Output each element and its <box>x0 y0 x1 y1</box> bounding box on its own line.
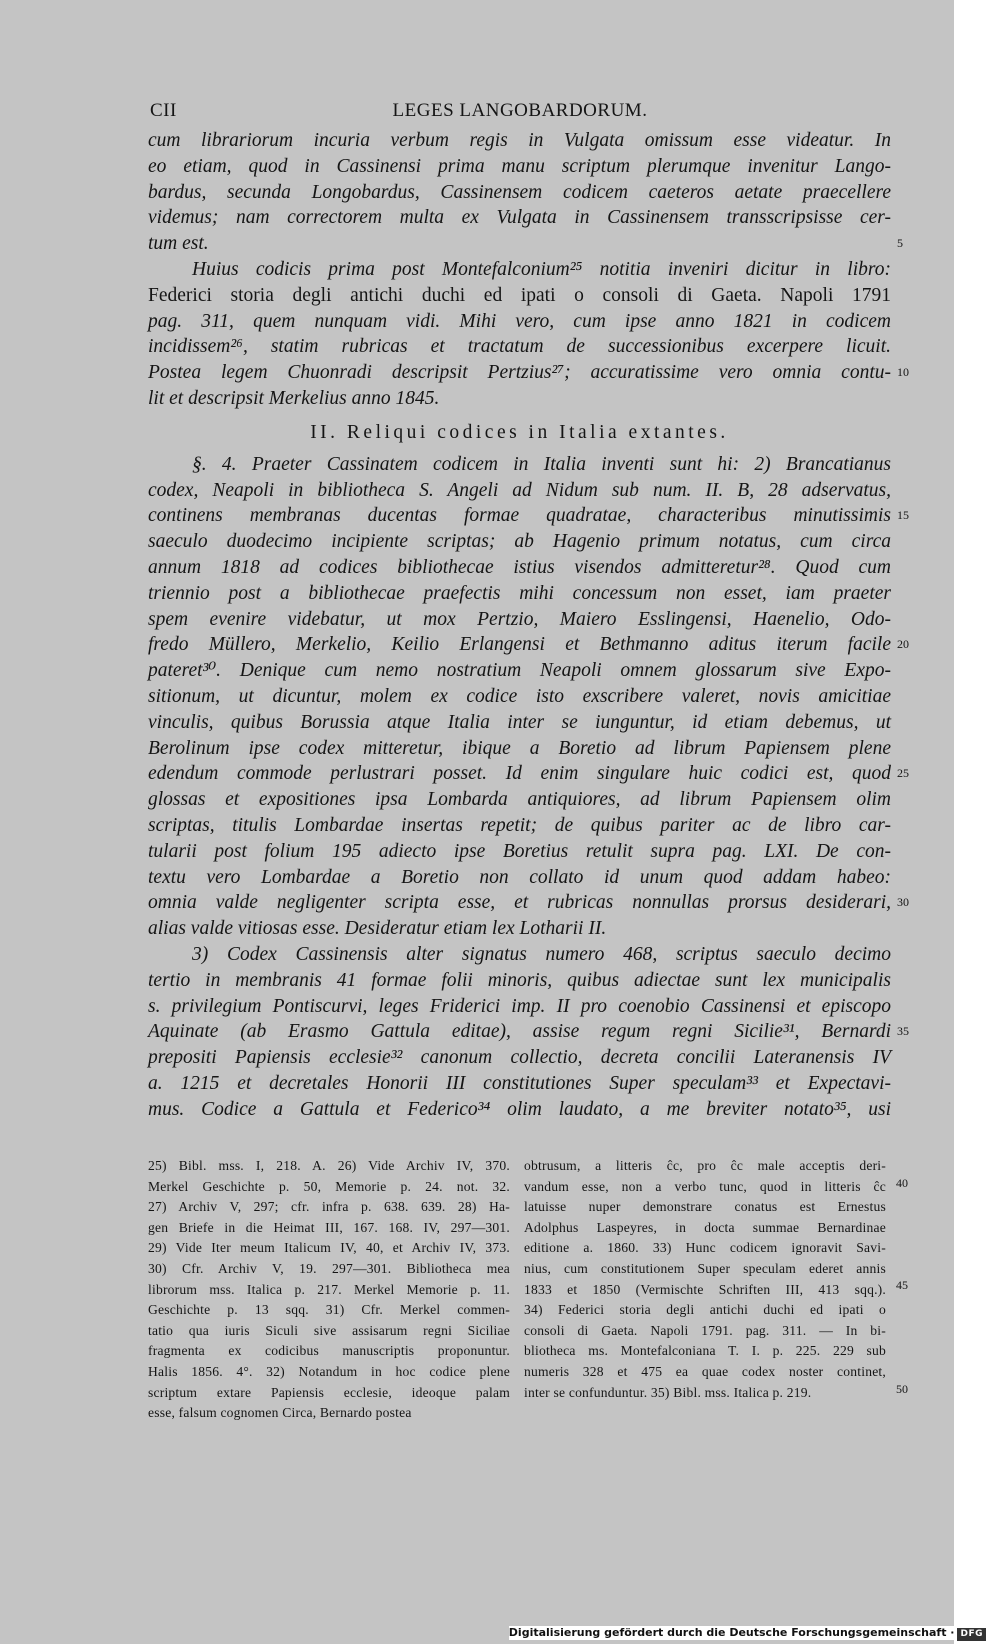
dfg-logo: DFG <box>957 1628 986 1641</box>
line-text: 3) Codex Cassinensis alter signatus numero 468, scriptus saeculo decimo <box>192 943 891 965</box>
footnote-line: 34) Federici storia degli antichi duchi ed ipati o <box>524 1302 886 1318</box>
line-text: II. Reliqui codices in Italia extantes. <box>310 421 729 443</box>
text-line <box>148 154 891 180</box>
text-line <box>148 1019 909 1045</box>
line-text: bardus, secunda Longobardus, Cassinensem codicem caeteros aetate praecellere <box>148 181 891 203</box>
text-line <box>148 813 891 839</box>
footnote-line-number: 45 <box>896 1278 908 1292</box>
footnote-line: scriptum extare Papiensis ecclesie, ideoque palam <box>148 1384 510 1400</box>
text-line <box>148 632 909 658</box>
text-line <box>148 994 891 1020</box>
line-text: eo etiam, quod in Cassinensi prima manu scriptum plerumque invenitur Lango- <box>148 155 891 177</box>
text-line <box>148 916 891 942</box>
footnote-line: nius, cum constitutionem Super speculam ederet annis <box>524 1260 886 1276</box>
line-text: videmus; nam correctorem multa ex Vulgata in Cassinensem transscripsisse cer- <box>148 207 891 229</box>
line-text: cum librariorum incuria verbum regis in Vulgata omissum esse videatur. In <box>148 130 891 151</box>
footnote-line: 1833 et 1850 (Vermischte Schriften III, 413 sqq.). <box>524 1281 886 1297</box>
line-text: continens membranas ducentas formae quadratae, characteribus minutissimis <box>148 505 891 527</box>
running-title: LEGES LANGOBARDORUM. <box>392 100 648 121</box>
text-line <box>148 968 891 994</box>
footnotes-left-column <box>148 1156 510 1424</box>
footnotes-right-column <box>524 1156 886 1403</box>
footnote-line: Adolphus Laspeyres, in docta summae Bernardinae <box>524 1219 886 1235</box>
line-text: tertio in membranis 41 formae folii minoris, quibus adiectae sunt lex municipalis <box>148 969 891 991</box>
footnote-line: esse, falsum cognomen Circa, Bernardo postea <box>148 1405 412 1421</box>
footnote-line: obtrusum, a litteris ĉc, pro ĉc male acceptis deri- <box>524 1158 886 1173</box>
line-text: vinculis, quibus Borussia atque Italia inter se iunguntur, id etiam debemus, ut <box>148 711 891 733</box>
line-text: lit et descripsit Merkelius anno 1845. <box>148 387 440 409</box>
text-line <box>148 180 891 206</box>
footnote-line: Halis 1856. 4°. 32) Notandum in hoc codice plene <box>148 1363 510 1379</box>
footnote-line: bliotheca ms. Montefalconiana T. I. p. 225. 229 sub <box>524 1343 886 1359</box>
line-text: Aquinate (ab Erasmo Gattula editae), assise regum regni Sicilie³¹, Bernardi <box>148 1021 891 1043</box>
line-number: 10 <box>897 365 909 380</box>
line-text: Huius codicis prima post Montefalconium²⁵ notitia inveniri dicitur in libro: <box>192 258 891 280</box>
line-number: 25 <box>897 766 909 781</box>
digitization-credit: Digitalisierung gefördert durch die Deutsche Forschungsgemeinschaft · DFG <box>509 1626 986 1640</box>
line-text: Federici storia degli antichi duchi ed ipati o consoli di Gaeta. Napoli 1791 <box>148 284 891 306</box>
footnote-line-number: 40 <box>896 1176 908 1190</box>
text-line <box>148 710 891 736</box>
page-number: CII <box>150 100 177 121</box>
line-text: incidissem²⁶, statim rubricas et tractatum de successionibus excerpere licuit. <box>148 336 891 358</box>
section-heading <box>148 418 891 448</box>
line-text: §. 4. Praeter Cassinatem codicem in Italia inventi sunt hi: 2) Brancatianus <box>192 453 891 475</box>
footnote-line: Merkel Geschichte p. 50, Memorie p. 24. not. 32. <box>148 1178 510 1194</box>
text-line <box>148 1097 891 1123</box>
text-line <box>148 309 891 335</box>
line-text: saeculo duodecimo incipiente scriptas; ab Hagenio primum notatus, cum circa <box>148 531 891 553</box>
line-text: mus. Codice a Gattula et Federico³⁴ olim laudato, a me breviter notato³⁵, usi <box>148 1098 891 1120</box>
line-text: codex, Neapoli in bibliotheca S. Angeli ad Nidum sub num. II. B, 28 adservatus, <box>148 479 891 501</box>
footnote-line: Geschichte p. 13 sqq. 31) Cfr. Merkel commen- <box>148 1302 510 1318</box>
text-line <box>148 503 909 529</box>
page-header <box>150 100 890 124</box>
text-line <box>148 658 891 684</box>
line-text: annum 1818 ad codices bibliothecae istius visendos admitteretur²⁸. Quod cum <box>148 556 891 578</box>
line-text: Berolinum ipse codex mitteretur, ibique a Boretio ad librum Papiensem plene <box>148 737 891 759</box>
footnotes <box>148 1156 908 1421</box>
text-line <box>148 360 909 386</box>
line-text: prepositi Papiensis ecclesie³² canonum collectio, decreta concilii Lateranensis IV <box>148 1047 891 1069</box>
footnote-line: editione a. 1860. 33) Hunc codicem ignoravit Savi- <box>524 1240 886 1256</box>
text-line <box>148 607 891 633</box>
line-text: triennio post a bibliothecae praefectis mihi concessum non esset, iam praeter <box>148 582 891 604</box>
footnote-line: fragmenta ex codicibus manuscriptis proponuntur. <box>148 1343 510 1359</box>
line-text: alias valde vitiosas esse. Desideratur etiam lex Lotharii II. <box>148 918 607 940</box>
text-line <box>148 787 891 813</box>
line-text: textu vero Lombardae a Boretio non collato id unum quod addam habeo: <box>148 866 891 888</box>
footnote-line: vandum esse, non a verbo tunc, quod in litteris ĉc <box>524 1178 886 1194</box>
footnote-line: 27) Archiv V, 297; cfr. infra p. 638. 639. 28) Ha- <box>148 1199 510 1215</box>
text-line <box>148 452 891 478</box>
line-number: 15 <box>897 508 909 523</box>
line-text: tularii post folium 195 adiecto ipse Boretius retulit supra pag. LXI. De con- <box>148 840 891 862</box>
line-text: tum est. <box>148 233 209 255</box>
text-line <box>148 555 891 581</box>
line-text: a. 1215 et decretales Honorii III constitutiones Super speculam³³ et Expectavi- <box>148 1072 891 1094</box>
text-line <box>148 942 891 968</box>
footnote-line-number: 50 <box>896 1382 908 1396</box>
text-line <box>148 257 891 283</box>
footnote-line: 29) Vide Iter meum Italicum IV, 40, et Archiv IV, 373. <box>148 1240 510 1256</box>
line-text: spem evenire videbatur, ut mox Pertzio, Maiero Esslingensi, Haenelio, Odo- <box>148 608 891 630</box>
line-text: edendum commode perlustrari posset. Id enim singulare huic codici est, quod <box>148 763 891 785</box>
text-line <box>148 865 891 891</box>
text-line <box>148 684 891 710</box>
footnote-line: gen Briefe in die Heimat III, 167. 168. IV, 297—301. <box>148 1219 510 1235</box>
text-line <box>148 529 891 555</box>
line-text: omnia valde negligenter scripta esse, et rubricas nonnullas prorsus desiderari, <box>148 892 891 914</box>
line-text: scriptas, titulis Lombardae insertas repetit; de quibus pariter ac de libro car- <box>148 814 891 836</box>
text-line <box>148 761 909 787</box>
text-line <box>148 839 891 865</box>
text-line <box>148 386 891 412</box>
line-text: pag. 311, quem nunquam vidi. Mihi vero, cum ipse anno 1821 in codicem <box>148 310 891 332</box>
text-line <box>148 128 891 154</box>
line-number: 20 <box>897 637 909 652</box>
text-line <box>148 581 891 607</box>
footnote-line: numeris 328 et 475 ea quae codex noster continet, <box>524 1363 886 1379</box>
text-line <box>148 205 891 231</box>
text-line <box>148 283 891 309</box>
text-line <box>148 231 903 257</box>
text-line <box>148 334 891 360</box>
footnote-line: librorum mss. Italica p. 217. Merkel Memorie p. 11. <box>148 1281 510 1297</box>
line-number: 30 <box>897 895 909 910</box>
main-text <box>148 128 909 1122</box>
line-text: pateret³⁰. Denique cum nemo nostratium Neapoli omnem glossarum sive Expo- <box>148 660 891 682</box>
footnote-line: inter se confunduntur. 35) Bibl. mss. Italica p. 219. <box>524 1384 812 1400</box>
footnote-line: latuisse nuper demonstrare conatus est Ernestus <box>524 1199 886 1215</box>
footnote-line: 30) Cfr. Archiv V, 19. 297—301. Bibliotheca mea <box>148 1260 510 1276</box>
credit-text: Digitalisierung gefördert durch die Deutsche Forschungsgemeinschaft <box>508 1626 947 1639</box>
line-text: Postea legem Chuonradi descripsit Pertzius²⁷; accuratissime vero omnia contu- <box>148 362 891 384</box>
line-text: sitionum, ut dicuntur, molem ex codice isto exscribere valeret, novis amicitiae <box>148 685 891 707</box>
text-line <box>148 890 909 916</box>
text-line <box>148 1045 891 1071</box>
line-number: 35 <box>897 1024 909 1039</box>
text-line <box>148 736 891 762</box>
line-number: 5 <box>897 236 903 251</box>
line-text: s. privilegium Pontiscurvi, leges Friderici imp. II pro coenobio Cassinensi et episcopo <box>148 995 891 1017</box>
text-line <box>148 478 891 504</box>
footnote-line: consoli di Gaeta. Napoli 1791. pag. 311. — In bi- <box>524 1322 886 1338</box>
line-text: glossas et expositiones ipsa Lombarda antiquiores, ad librum Papiensem olim <box>148 789 891 811</box>
footnote-line: 25) Bibl. mss. I, 218. A. 26) Vide Archiv IV, 370. <box>148 1158 510 1173</box>
line-text: fredo Müllero, Merkelio, Keilio Erlangensi et Bethmanno aditus iterum facile <box>148 634 891 656</box>
text-line <box>148 1071 891 1097</box>
footnote-line: tatio qua iuris Siculi sive assisarum regni Siciliae <box>148 1322 510 1338</box>
